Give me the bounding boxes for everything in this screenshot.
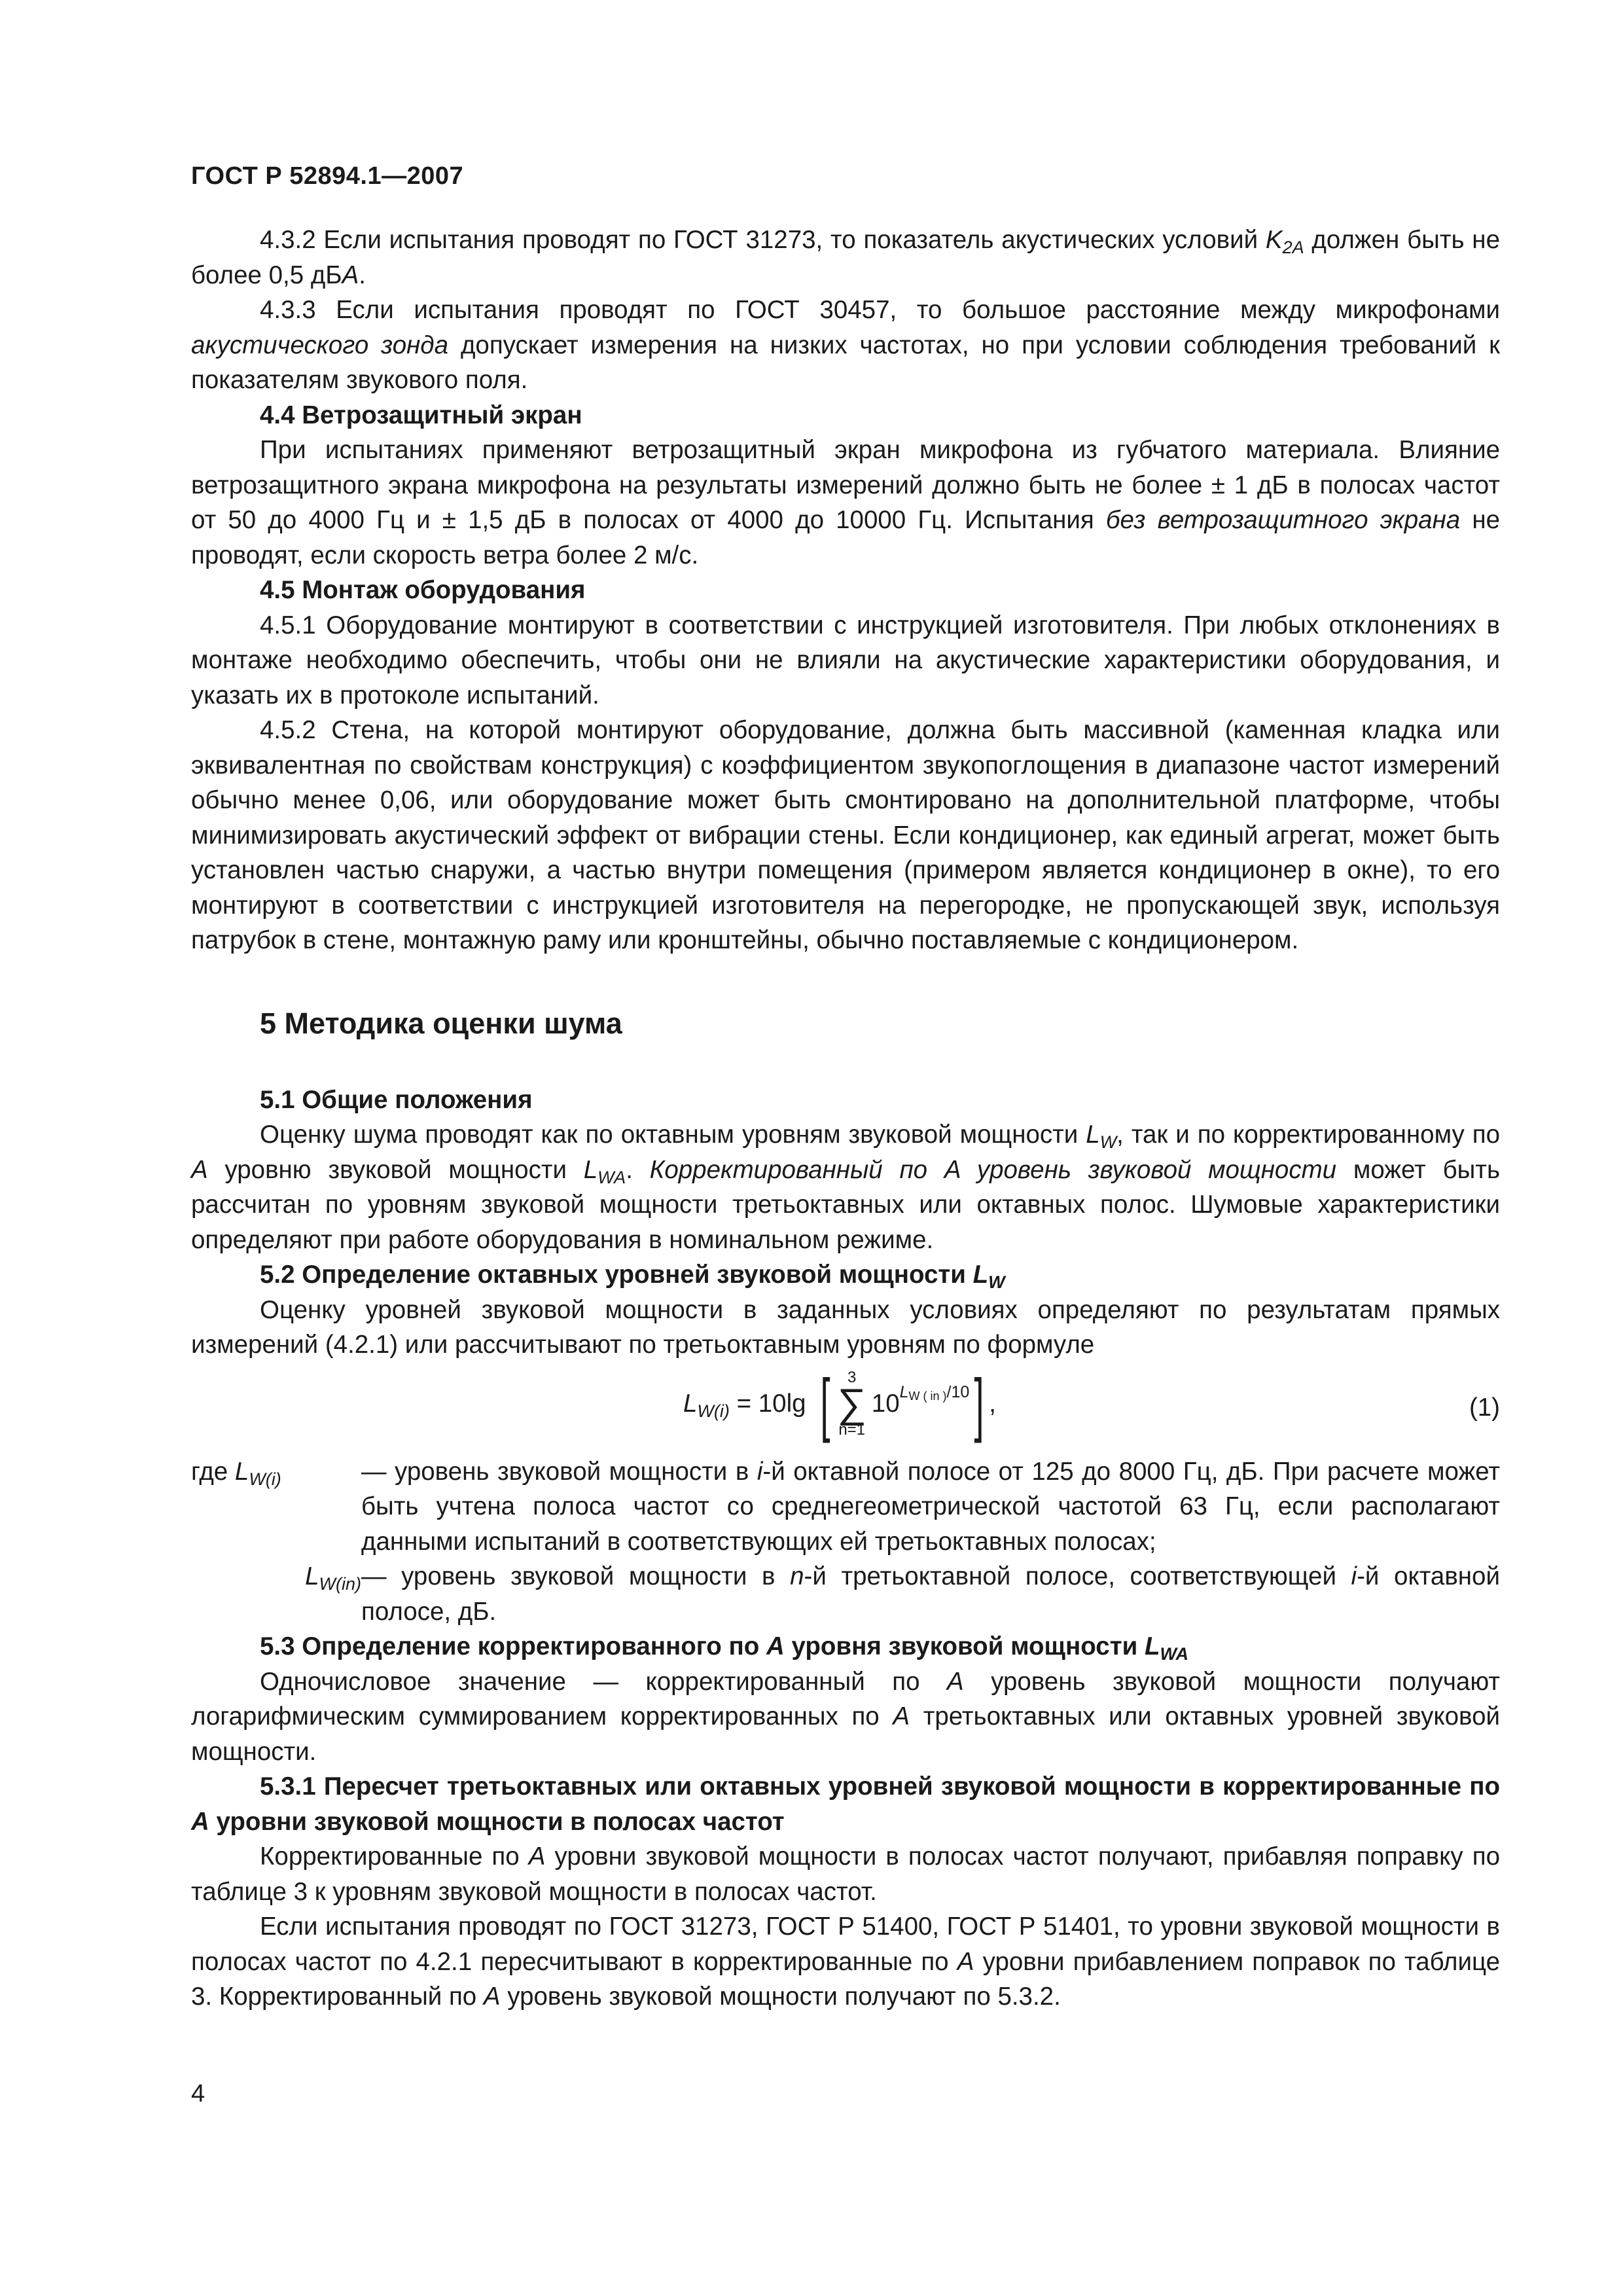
paragraph-4-5-1: 4.5.1 Оборудование монтируют в соответствии с инструкцией изготовителя. При любых отклонениях в монтаже необходимо обеспечить, чтобы они не влияли на акустические характеристики оборудования, и указать их в протоколе испытаний. bbox=[191, 611, 1500, 709]
document-header: ГОСТ Р 52894.1—2007 bbox=[191, 162, 464, 190]
paragraph-4-5-2: 4.5.2 Стена, на которой монтируют оборудование, должна быть массивной (каменная кладка или эквивалентная по свойствам конструкция) с коэффициентом звукопоглощения в диапазоне частот измерений обычно менее 0,06, или оборудование может быть смонтировано на дополнительной платформе, чтобы минимизировать акустический эффект от вибрации стены. Если кондиционер, как единый агрегат, может быть установлен частью снаружи, а частью внутри помещения (примером является кондиционер в окне), то его монтируют в соответствии с инструкцией изготовителя на перегородке, не пропускающей звук, используя патрубок в стене, монтажную раму или кронштейны, обычно поставляемые с кондиционером. bbox=[191, 716, 1500, 954]
paragraph-4-3-3: 4.3.3 Если испытания проводят по ГОСТ 30457, то большое расстояние между микрофонами акустического зонда допускает измерения на низких частотах, но при условии соблюдения требований к показателям звукового поля. bbox=[191, 296, 1500, 394]
heading-5-1: 5.1 Общие положения bbox=[260, 1085, 533, 1114]
where-item-2: $L_{W(in)}$ — уровень звуковой мощности в n-й третьоктавной полосе, соответствующей i-й октавной полосе, дБ. bbox=[305, 1562, 1500, 1626]
heading-5-2: 5.2 Определение октавных уровней звуковой мощности $L_W$ bbox=[260, 1261, 1005, 1292]
heading-section-5: 5 Методика оценки шума bbox=[260, 1006, 622, 1040]
where-item-1: где $L_{W(i)}$ — уровень звуковой мощности в i-й октавной полосе от 125 до 8000 Гц, дБ. При расчете может быть учтена полоса частот со среднегеометрической частотой 63 Гц, если располагают данными испытаний в соответствующих ей третьоктавных полосах; bbox=[191, 1457, 1500, 1556]
sigma-icon: ∑ bbox=[837, 1380, 866, 1426]
heading-4-5: 4.5 Монтаж оборудования bbox=[260, 576, 586, 604]
formula-1 bbox=[191, 1364, 1500, 1449]
paragraph-5-3: Одночисловое значение — корректированный по A уровень звуковой мощности получают логарифмическим суммированием корректированных по A третьоктавных или октавных уровней звуковой мощности. bbox=[191, 1667, 1500, 1766]
paragraph-4-3-2: 4.3.2 Если испытания проводят по ГОСТ 31273, то показатель акустических условий $K_{2A}$ должен быть не более 0,5 дБA. bbox=[191, 226, 1500, 289]
formula-expression: $L_{W(i)} = 10\lg$ [ 3 ∑ n=1 $10^{LW ( in )/10}$ ] , bbox=[683, 1363, 996, 1443]
summation: 3 ∑ n=1 bbox=[837, 1368, 866, 1439]
right-bracket-icon: ] bbox=[974, 1363, 984, 1443]
heading-5-3-1: 5.3.1 Пересчет третьоктавных или октавных уровней звуковой мощности в корректированные по A уровни звуковой мощности в полосах частот bbox=[191, 1772, 1500, 1836]
paragraph-5-1: Оценку шума проводят как по октавным уровням звуковой мощности $L_W$, так и по корректированному по A уровню звуковой мощности $L_{WA}$. Корректированный по A уровень звуковой мощности может быть рассчитан по уровням звуковой мощности третьоктавных или октавных полос. Шумовые характеристики определяют при работе оборудования в номинальном режиме. bbox=[191, 1121, 1500, 1254]
page-number: 4 bbox=[191, 2080, 205, 2108]
paragraph-4-4: При испытаниях применяют ветрозащитный экран микрофона из губчатого материала. Влияние ветрозащитного экрана микрофона на результаты измерений должно быть не более ± 1 дБ в полосах частот от 50 до 4000 Гц и ± 1,5 дБ в полосах от 4000 до 10000 Гц. Испытания без ветрозащитного экрана не проводят, если скорость ветра более 2 м/с. bbox=[191, 436, 1501, 569]
paragraph-5-3-1-b: Если испытания проводят по ГОСТ 31273, ГОСТ Р 51400, ГОСТ Р 51401, то уровни звуковой мощности в полосах частот по 4.2.1 пересчитывают в корректированные по A уровни прибавлением поправок по таблице 3. Корректированный по A уровень звуковой мощности получают по 5.3.2. bbox=[191, 1912, 1500, 2011]
document-body bbox=[191, 223, 1500, 2015]
paragraph-5-3-1-a: Корректированные по A уровни звуковой мощности в полосах частот получают, прибавляя поправку по таблице 3 к уровням звуковой мощности в полосах частот. bbox=[191, 1842, 1500, 1906]
paragraph-5-2: Оценку уровней звуковой мощности в заданных условиях определяют по результатам прямых измерений (4.2.1) или рассчитывают по третьоктавным уровням по формуле bbox=[191, 1295, 1500, 1359]
heading-4-4: 4.4 Ветрозащитный экран bbox=[260, 401, 582, 429]
left-bracket-icon: [ bbox=[820, 1363, 830, 1443]
heading-5-3: 5.3 Определение корректированного по A уровня звуковой мощности $L_{WA}$ bbox=[260, 1632, 1188, 1664]
equation-number: (1) bbox=[1469, 1393, 1500, 1422]
